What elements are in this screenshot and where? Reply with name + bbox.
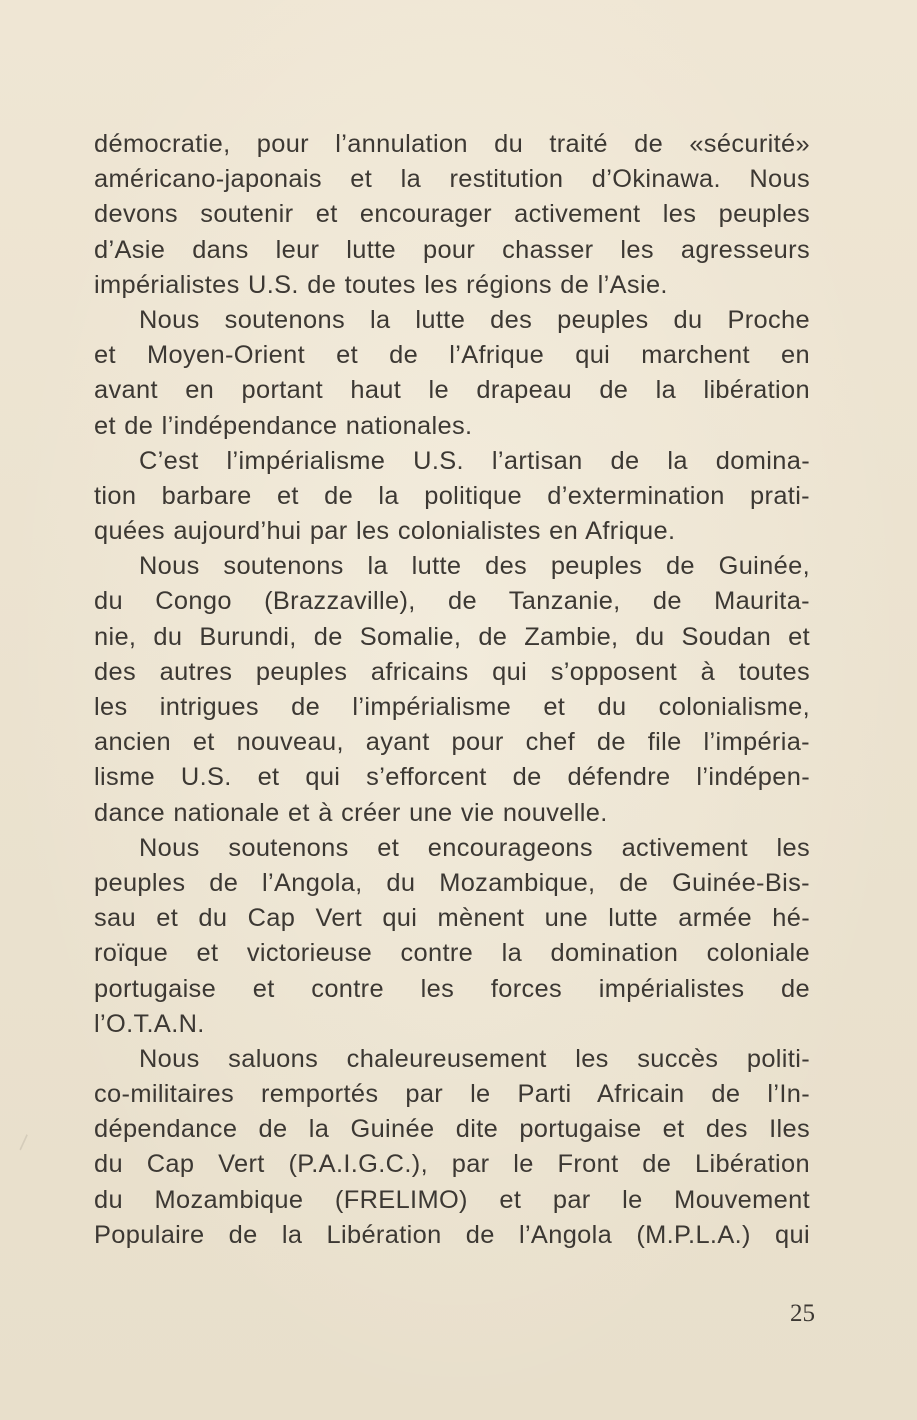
- text-line: Nous soutenons la lutte des peuples du Proche: [139, 305, 810, 334]
- text-line: américano-japonais et la restitution d’Okinawa. Nous: [94, 165, 810, 194]
- text-line: co-militaires remportés par le Parti Africain de l’In-: [94, 1080, 810, 1109]
- text-line: d’Asie dans leur lutte pour chasser les agresseurs: [94, 235, 810, 264]
- paragraph: [94, 127, 810, 303]
- text-line: Nous soutenons la lutte des peuples de Guinée,: [139, 552, 810, 581]
- text-line: devons soutenir et encourager activement les peuples: [94, 200, 810, 229]
- page-number: 25: [790, 1300, 815, 1327]
- text-line: Populaire de la Libération de l’Angola (M.P.L.A.) qui: [94, 1220, 810, 1249]
- text-line: et Moyen-Orient et de l’Afrique qui marchent en: [94, 341, 810, 370]
- text-line: du Congo (Brazzaville), de Tanzanie, de Maurita-: [94, 587, 810, 616]
- text-line: nie, du Burundi, de Somalie, de Zambie, du Soudan et: [94, 622, 810, 651]
- paragraph: [94, 549, 810, 831]
- text-line: peuples de l’Angola, du Mozambique, de Guinée-Bis-: [94, 868, 810, 897]
- paragraph: [94, 303, 810, 444]
- text-line: dance nationale et à créer une vie nouvelle.: [94, 798, 608, 827]
- text-line: sau et du Cap Vert qui mènent une lutte armée hé-: [94, 904, 810, 933]
- paragraph: [94, 831, 810, 1042]
- text-line: impérialistes U.S. de toutes les régions de l’Asie.: [94, 270, 668, 299]
- text-line: ancien et nouveau, ayant pour chef de file l’impéria-: [94, 728, 810, 757]
- text-line: lisme U.S. et qui s’efforcent de défendre l’indépen-: [94, 763, 810, 792]
- text-line: roïque et victorieuse contre la domination coloniale: [94, 939, 810, 968]
- body-text: [94, 127, 810, 1253]
- text-line: C’est l’impérialisme U.S. l’artisan de la domina-: [139, 446, 810, 475]
- text-line: du Mozambique (FRELIMO) et par le Mouvement: [94, 1185, 810, 1214]
- text-line: des autres peuples africains qui s’opposent à toutes: [94, 657, 810, 686]
- text-line: Nous soutenons et encourageons activement les: [139, 833, 810, 862]
- text-line: l’O.T.A.N.: [94, 1009, 205, 1038]
- text-line: les intrigues de l’impérialisme et du colonialisme,: [94, 693, 810, 721]
- text-line: démocratie, pour l’annulation du traité de «sécurité»: [94, 130, 810, 158]
- text-line: du Cap Vert (P.A.I.G.C.), par le Front de Libération: [94, 1150, 810, 1179]
- text-line: Nous saluons chaleureusement les succès politi-: [139, 1044, 810, 1073]
- paragraph: [94, 1042, 810, 1253]
- text-line: portugaise et contre les forces impérialistes de: [94, 974, 810, 1003]
- text-line: et de l’indépendance nationales.: [94, 411, 473, 440]
- text-line: dépendance de la Guinée dite portugaise et des Iles: [94, 1115, 810, 1144]
- text-line: tion barbare et de la politique d’extermination prati-: [94, 481, 810, 510]
- text-line: avant en portant haut le drapeau de la libération: [94, 376, 810, 405]
- text-line: quées aujourd’hui par les colonialistes en Afrique.: [94, 517, 676, 546]
- paragraph: [94, 444, 810, 550]
- margin-mark: \: [13, 1131, 34, 1155]
